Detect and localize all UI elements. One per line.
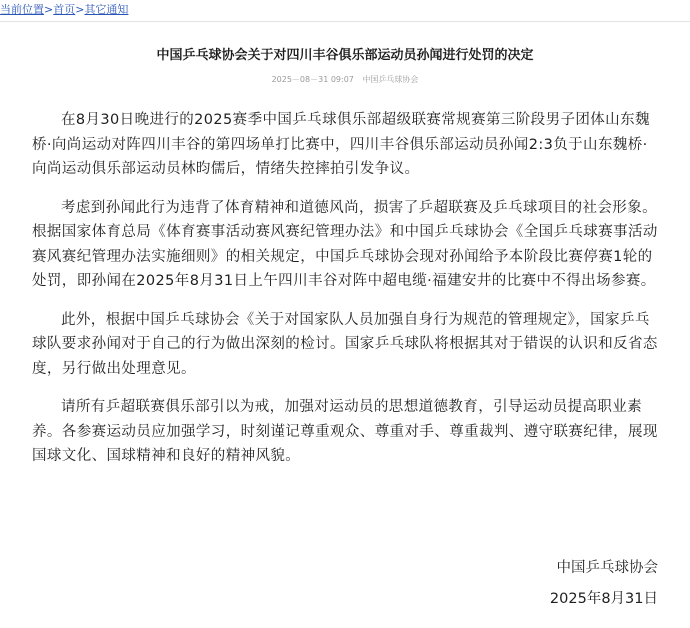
breadcrumb-home-link[interactable]: 首页 [53,3,76,16]
breadcrumb-separator: > [75,3,85,16]
signature-date: 2025年8月31日 [549,591,658,607]
article-paragraph: 此外，根据中国乒乓球协会《关于对国家队人员加强自身行为规范的管理规定》，国家乒乓球队要求孙闻对于自己的行为做出深刻的检讨。国家乒乓球队将根据其对于错误的认识和反省态度，另行做出处理意见。 [32,311,658,377]
breadcrumb-section-link[interactable]: 其它通知 [84,3,129,16]
signature-org: 中国乒乓球协会 [556,560,658,576]
article-body [32,108,662,483]
signature-block [550,553,658,615]
article-paragraph: 请所有乒超联赛俱乐部引以为戒，加强对运动员的思想道德教育，引导运动员提高职业素养。各参赛运动员应加强学习，时刻谨记尊重观众、尊重对手、尊重裁判、遵守联赛纪律，展现国球文化、国球精神和良好的精神风貌。 [32,399,658,464]
article-title: 中国乒乓球协会关于对四川丰谷俱乐部运动员孙闻进行处罚的决定 [156,48,534,63]
breadcrumb-separator: > [44,3,54,16]
article-paragraph: 考虑到孙闻此行为违背了体育精神和道德风尚，损害了乒超联赛及乒乓球项目的社会形象。根据国家体育总局《体育赛事活动赛风赛纪管理办法》和中国乒乓球协会《全国乒乓球赛事活动赛风赛纪管理办法实施细则》的相关规定，中国乒乓球协会现对孙闻给予本阶段比赛停赛1轮的处罚，即孙闻在2025年8月31日上午四川丰谷对阵中超电缆·福建安井的比赛中不得出场参赛。 [32,199,658,289]
article-meta [0,75,690,85]
header-divider [0,21,690,22]
breadcrumb [0,3,128,17]
breadcrumb-current-location-link[interactable]: 当前位置 [0,3,44,16]
article-source: 中国乒乓球协会 [362,75,419,84]
article-date: 2025－08－31 09:07 [271,75,354,84]
article-paragraph: 在8月30日晚进行的2025赛季中国乒乓球俱乐部超级联赛常规赛第三阶段男子团体山东魏桥·向尚运动对阵四川丰谷的第四场单打比赛中，四川丰谷俱乐部运动员孙闻2:3负于山东魏桥·向尚运动俱乐部运动员林昀儒后，情绪失控摔拍引发争议。 [32,112,650,177]
